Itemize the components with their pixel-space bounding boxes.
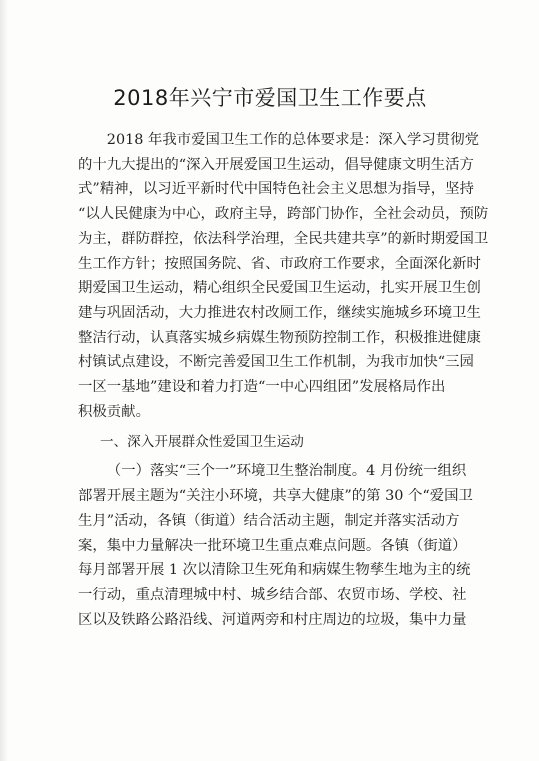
scan-edge-shadow: [0, 0, 8, 761]
intro-paragraph: [78, 128, 489, 424]
text-line: 为主，群防群控，依法科学治理，全民共建共享”的新时期爱国卫: [78, 230, 489, 247]
text-line: 案，集中力量解决一批环境卫生重点难点问题。各镇（街道）: [78, 537, 467, 554]
text-line: 整洁行动，认真落实城乡病媒生物预防控制工作，积极推进健康: [78, 329, 481, 346]
text-line: 一区一基地”建设和着力打造“一中心四组团”发展格局作出: [78, 379, 446, 396]
text-line: 每月部署开展 1 次以清除卫生死角和病媒生物孳生地为主的统: [78, 562, 471, 579]
text-line: 期爱国卫生运动，精心组织全民爱国卫生运动，扎实开展卫生创: [78, 280, 481, 297]
text-line: 建与巩固活动，大力推进农村改厕工作，继续实施城乡环境卫生: [78, 304, 481, 321]
text-line: 区以及铁路公路沿线、河道两旁和村庄周边的垃圾，集中力量: [78, 611, 467, 628]
text-line: 积极贡献。: [78, 403, 150, 420]
document-title: 2018年兴宁市爱国卫生工作要点: [113, 86, 427, 110]
text-line: 2018 年我市爱国卫生工作的总体要求是：深入学习贯彻党: [106, 132, 479, 148]
text-line: 式”精神，以习近平新时代中国特色社会主义思想为指导，坚持: [78, 181, 474, 198]
text-line: 村镇试点建设，不断完善爱国卫生工作机制，为我市加快“三园: [78, 354, 474, 371]
section-heading: 一、深入开展群众性爱国卫生运动: [100, 434, 304, 451]
text-line: “以人民健康为中心，政府主导，跨部门协作，全社会动员，预防: [78, 206, 489, 223]
text-line: 生月”活动，各镇（街道）结合活动主题，制定并落实活动方: [78, 512, 460, 529]
document-body: [78, 128, 489, 632]
text-line: 生工作方针；按照国务院、省、市政府工作要求，全面深化新时: [78, 255, 481, 272]
text-line: （一）落实“三个一”环境卫生整治制度。4 月份统一组织: [106, 463, 467, 480]
section-paragraph: [78, 459, 473, 632]
text-line: 部署开展主题为“关注小环境，共享大健康”的第 30 个“爱国卫: [78, 488, 473, 505]
text-line: 的十九大提出的“深入开展爱国卫生运动，倡导健康文明生活方: [78, 156, 474, 173]
text-line: 一行动，重点清理城中村、城乡结合部、农贸市场、学校、社: [78, 586, 467, 603]
